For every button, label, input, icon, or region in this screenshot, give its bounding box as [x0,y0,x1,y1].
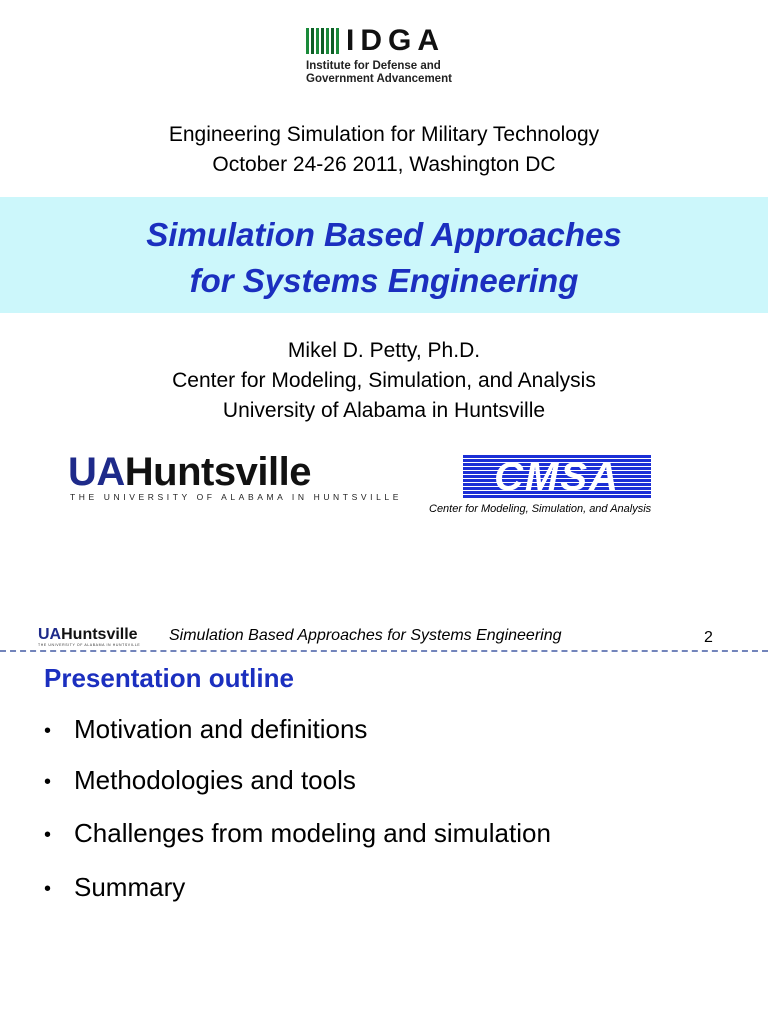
bullet-icon: • [44,719,52,742]
conference-date-location: October 24-26 2011, Washington DC [212,153,556,176]
slide2-uah-logo: UAHuntsville THE UNIVERSITY OF ALABAMA IN HUNTSVILLE [38,626,141,647]
author-center: Center for Modeling, Simulation, and Analysis [172,369,596,392]
bullet-icon: • [44,823,52,846]
outline-heading: Presentation outline [44,663,294,693]
conference-name: Engineering Simulation for Military Technology [168,123,600,146]
cmsa-logo-text: CMSA [494,455,620,499]
page-number: 2 [704,629,713,646]
presentation-title-line2: for Systems Engineering [189,262,579,299]
author-university: University of Alabama in Huntsville [222,399,546,422]
cmsa-caption: Center for Modeling, Simulation, and Analysis [429,503,652,515]
list-item: • Challenges from modeling and simulation [44,818,551,848]
idga-bars-icon [306,28,339,54]
list-item: • Methodologies and tools [44,765,356,795]
bullet-icon: • [44,877,52,900]
idga-logo [306,26,466,88]
slide2-uah-logo-subtitle: THE UNIVERSITY OF ALABAMA IN HUNTSVILLE [38,643,141,647]
list-item: • Motivation and definitions [44,714,368,744]
uah-logo [68,450,403,504]
bullet-icon: • [44,770,52,793]
idga-subtitle-line2: Government Advancement [306,73,452,85]
uah-wordmark: UAHuntsville [68,450,311,494]
cmsa-logo [463,455,651,499]
author-name: Mikel D. Petty, Ph.D. [287,339,481,362]
idga-subtitle [306,60,452,86]
slide2-header-title: Simulation Based Approaches for Systems Engineering [169,627,562,644]
idga-subtitle-line1: Institute for Defense and [306,60,441,72]
list-item: • Summary [44,872,186,902]
presentation-title-line1: Simulation Based Approaches [146,216,622,253]
header-divider [0,650,768,652]
idga-name: IDGA [346,24,445,57]
uah-logo-subtitle: THE UNIVERSITY OF ALABAMA IN HUNTSVILLE [70,492,403,502]
